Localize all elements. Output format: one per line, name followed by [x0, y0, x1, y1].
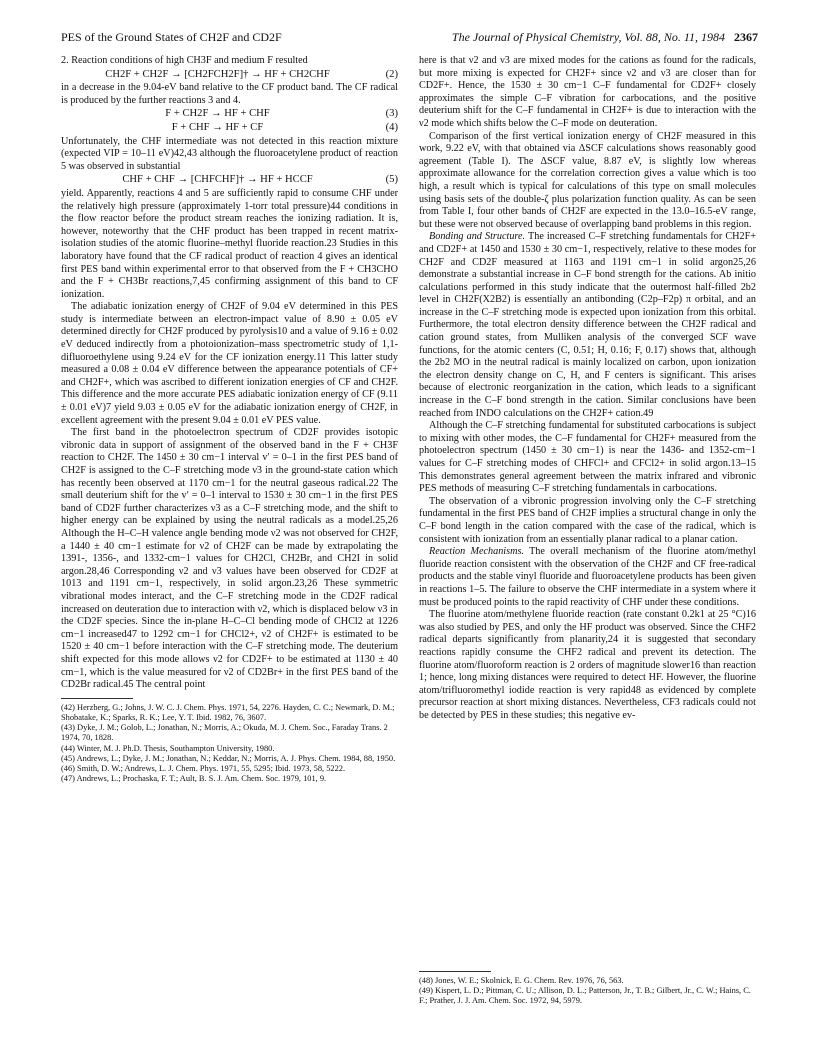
equation-number: (4) — [385, 121, 398, 133]
paragraph: The observation of a vibronic progression involving only the C–F stretching fundamental in the first PES band of CH2F implies a structural change in only the C–F bond length in the cation compared with the case of the radical, which is consistent with ionization from an essentially planar radical to a planar cation. — [419, 495, 756, 545]
footnotes-left — [61, 703, 398, 785]
paragraph: Although the C–F stretching fundamental for substituted carbocations is subject to mixing with other modes, the C–F fundamental for CH2F+ measured from the photoelectron spectrum (1450 ± 30 cm−1) is near the 1436- and 1352-cm−1 values for C–F stretching modes of CHFCl+ and CFCl2+ in solid argon.13–15 This demonstrates general agreement between the matrix infrared and vibronic PES methods of measuring C–F stretching fundamentals in carbocations. — [419, 420, 756, 495]
footnote-rule — [419, 971, 491, 972]
equation-text: CH2F + CH2F → [CH2FCH2F]† → HF + CH2CHF — [105, 68, 330, 80]
paragraph: yield. Apparently, reactions 4 and 5 are sufficiently rapid to consume CHF under the relatively high pressure (approximately 1-torr total pressure)44 conditions in the flow reactor before the product stream reaches the ionizing radiation. It is, however, noteworthy that the CHF product has been trapped in recent matrix-isolation studies of the atomic fluorine–methyl fluoride reaction.23 Studies in this laboratory have found that the CF radical product of reaction 4 gives an identical first PES band within experimental error to that observed from the F + CH3CHO and the F + CH3Br reactions,7,45 confirming assignment of this band to CF ionization. — [61, 187, 398, 300]
footnotes-right — [419, 976, 756, 1007]
paragraph: here is that ν2 and ν3 are mixed modes for the cations as found for the radicals, but more mixing is expected for CH2F+ since ν2 and ν3 are closer than for CD2F+. Hence, the 1530 ± 30 cm−1 C–F fundamental for CD2F+ closely approximates the simple C–F vibration for carbocations, and the positive deuterium shift for the C–F fundamental in CH2F+ is due to interaction with the ν2 mode which shifts below the C–F mode on deuteration. — [419, 55, 756, 129]
footnotes-right-block — [419, 965, 756, 1007]
footnote-rule — [61, 698, 133, 699]
equation-2 — [61, 69, 398, 82]
left-column — [61, 55, 398, 784]
footnote: (42) Herzberg, G.; Johns, J. W. C. J. Chem. Phys. 1971, 54, 2276. Hayden, C. C.; Newmark, D. M.; Shobatake, K.; Sparks, R. K.; Lee, Y. T. Ibid. 1982, 76, 3607. — [61, 702, 395, 722]
equation-text: CHF + CHF → [CHFCHF]† → HF + HCCF — [122, 174, 313, 186]
equation-text: F + CHF → HF + CF — [171, 121, 264, 133]
equation-3 — [61, 108, 398, 121]
equation-number: (3) — [385, 108, 398, 120]
footnote: (44) Winter, M. J. Ph.D. Thesis, Southampton University, 1980. — [61, 743, 275, 753]
paragraph — [419, 546, 756, 609]
paragraph: Comparison of the first vertical ionization energy of CH2F measured in this work, 9.22 eV, with that obtained via ΔSCF calculations shows reasonably good agreement (Table I). The ΔSCF value, 8.87 eV, is slightly low whereas approximate allowance for the correlation correction gives a value which is too high, a result which is typical for calculations of this type on small molecules using basis sets of the double-ζ plus polarization function quality. As can be seen from Table I, four other bands of CH2F are expected in the 13.0–16.5-eV range, but these were not observed because of overlapping band problems in this region. — [419, 130, 756, 230]
equation-5 — [61, 174, 398, 187]
paragraph-text: The increased C–F stretching fundamentals for CH2F+ and CD2F+ at 1450 and 1530 ± 30 cm−1, respectively, relative to these modes for CH2F and CD2F measured at 1163 and 1191 cm−1 in solid argon25,26 demonstrate a substantial increase in C–F bond strength for the cations. Ab initio calculations performed in this study indicate that the outermost half-filled 2b2 level in CH2F(X2B2) is essentially an antibonding (C2p–F2p) π orbital, and an increase in the C–F stretching mode is expected upon ionization from this orbital. Furthermore, the total electron density difference between the CH2F radical and cation ground states, from Mulliken analysis of the converged SCF wave functions, for the atomic centers (C, 0.51; H, 0.16; F, 0.17) shows that, although the 2b2 MO in the neutral radical is mainly localized on carbon, upon ionization the electron density change on C, H, and F centers is significant. This arises because of electronic reorganization in the cation, which leads to a significant increase in the C–F bond strength in the cation. Similar conclusions have been reached from INDO calculations on the CH2F+ cation.49 — [419, 231, 756, 419]
footnote: (45) Andrews, L.; Dyke, J. M.; Jonathan, N.; Keddar, N.; Morris, A. J. Phys. Chem. 1984, 88, 1950. — [61, 753, 396, 763]
equation-number: (5) — [385, 174, 398, 186]
equation-number: (2) — [385, 68, 398, 80]
paragraph: 2. Reaction conditions of high CH3F and medium F resulted — [61, 55, 308, 66]
paragraph: The first band in the photoelectron spectrum of CD2F provides isotopic vibronic data in support of assignment of the observed band in the F + CH3F reaction to CH2F. The 1450 ± 30 cm−1 interval v′ = 0–1 in the first PES band of CH2F is assigned to the C–F stretching mode ν3 in the ground-state cation which has recently been observed at 1170 cm−1 for the neutral gaseous radical.22 The small deuterium shift for the v′ = 0–1 interval to 1530 ± 30 cm−1 in the first PES band of CD2F further characterizes ν3 as a C–F stretching mode, and the shift to higher energy can be explained by using the neutral radicals as a model.25,26 Although the H–C–H valence angle bending mode ν2 was not observed for CH2F, a 1440 ± 40 cm−1 estimate for ν2 of CH2F can be made by extrapolating the 1391-, 1356-, and 1332-cm−1 values for CH2Cl, CH2Br, and CH2I in solid argon.28,46 Corresponding ν2 and ν3 values have been observed for CD2F at 1013 and 1191 cm−1, respectively, in solid argon.23,26 These symmetric vibrational modes interact, and the C–F stretching mode in the CD2F radical increased on deuteration due to interaction with ν2, which is displaced below ν3 in the CD2F species. Since the in-plane H–C–Cl bending mode of CHCl2 at 1226 cm−1 increased47 to 1292 cm−1 for CHCl2+, ν2 of CH2F+ is estimated to be 1520 ± 40 cm−1 before interaction with the C–F stretching mode. The deuterium shift expected for this mode allows ν2 for CD2F+ to be estimated at 1130 ± 40 cm−1, which is the value measured for ν2 of CD2Br+ in the first PES band of the CD2Br radical.45 The central point — [61, 427, 398, 691]
footnote: (43) Dyke, J. M.; Golob, L.; Jonathan, N.; Morris, A.; Okuda, M. J. Chem. Soc., Faraday Trans. 2 1974, 70, 1828. — [61, 723, 388, 743]
page-number: 2367 — [734, 30, 758, 44]
equation-text: F + CH2F → HF + CHF — [165, 108, 270, 120]
running-title: PES of the Ground States of CH2F and CD2F — [61, 30, 282, 44]
paragraph — [419, 231, 756, 420]
paragraph: The fluorine atom/methylene fluoride reaction (rate constant 0.2k1 at 25 °C)16 was also studied by PES, and only the HF product was observed. Since the CHF2 radical departs significantly from planarity,24 it is suggested that secondary reactions rapidly consume the CHF2 radical and prevent its detection. The fluorine atom/fluoroform reaction is 2 orders of magnitude slower16 than reaction 1; hence, long mixing distances were required to detect HF. However, the fluorine atom/trifluoromethyl iodide reaction is very rapid48 as evidenced by complete precursor reaction at short mixing distances. Nevertheless, CF3 radicals could not be detected by PES in these studies; this negative ev- — [419, 609, 756, 721]
paragraph: The adiabatic ionization energy of CH2F of 9.04 eV determined in this PES study is intermediate between an electron-impact value of 8.90 ± 0.05 eV determined directly for CH2F produced by pyrolysis10 and a value of 9.16 ± 0.02 eV deduced indirectly from a photoionization–mass spectrometric study of 1,1-difluoroethylene using 9.24 eV for the CF ionization energy.11 This latter study measured a 0.08 ± 0.04 eV difference between the appearance potentials of CF+ and CH2F+, which was ascribed to different ionization energies of CF and CH2F. This difference and the more accurate PES adiabatic ionization energy of CF (9.11 ± 0.01 eV)7 yield 9.03 ± 0.05 eV for the adiabatic ionization energy of CH2F, in excellent agreement with the present 9.04 ± 0.01 eV PES value. — [61, 301, 398, 426]
footnote: (49) Kispert, L. D.; Pittman, C. U.; Allison, D. L.; Patterson, Jr., T. B.; Gilbert, Jr., C. W.; Hains, C. F.; Prather, J. J. Am. Chem. Soc. 1972, 94, 5979. — [419, 986, 751, 1006]
paragraph-text: The overall mechanism of the fluorine atom/methyl fluoride reaction consistent with the observation of the CH2F and CF free-radical products and the stable vinyl fluoride and fluoroacetylene products has been given in reactions 1–5. The failure to observe the CHF intermediate in a system where it must be produced points to the rapid reactivity of CHF under these conditions. — [419, 546, 756, 608]
running-header — [61, 30, 758, 46]
footnote: (48) Jones, W. E.; Skolnick, E. G. Chem. Rev. 1976, 76, 563. — [419, 976, 624, 985]
section-heading-bonding: Bonding and Structure. — [429, 231, 526, 243]
journal-citation: The Journal of Physical Chemistry, Vol. 88, No. 11, 1984 — [451, 30, 725, 44]
equation-4 — [61, 122, 398, 135]
paragraph: in a decrease in the 9.04-eV band relative to the CF product band. The CF radical is produced by the further reactions 3 and 4. — [61, 82, 398, 106]
paragraph: Unfortunately, the CHF intermediate was not detected in this reaction mixture (expected VIP = 10–11 eV)42,43 although the fluoroacetylene product of reaction 5 was observed in substantial — [61, 135, 398, 172]
footnote: (47) Andrews, L.; Prochaska, F. T.; Ault, B. S. J. Am. Chem. Soc. 1979, 101, 9. — [61, 774, 327, 784]
section-heading-reaction: Reaction Mechanisms. — [429, 546, 524, 558]
right-column — [419, 55, 756, 722]
footnote: (46) Smith, D. W.; Andrews, L. J. Chem. Phys. 1971, 55, 5295; Ibid. 1973, 58, 5222. — [61, 763, 346, 773]
